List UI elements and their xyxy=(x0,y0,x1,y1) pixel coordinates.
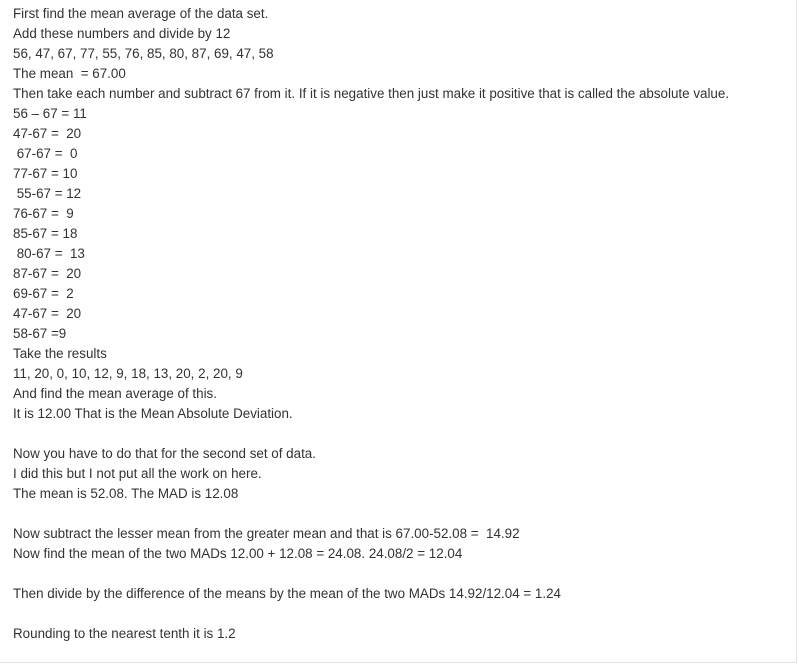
text-line: Rounding to the nearest tenth it is 1.2 xyxy=(13,626,236,641)
blank-line xyxy=(13,604,796,624)
text-line: 85-67 = 18 xyxy=(13,226,78,241)
text-line: 47-67 = 20 xyxy=(13,126,82,141)
text-line: 58-67 =9 xyxy=(13,326,67,341)
blank-line xyxy=(13,504,796,524)
text-line: It is 12.00 That is the Mean Absolute Deviation. xyxy=(13,406,293,421)
text-line: 76-67 = 9 xyxy=(13,206,74,221)
text-line: 87-67 = 20 xyxy=(13,266,82,281)
blank-line xyxy=(13,424,796,444)
text-line: I did this but I not put all the work on here. xyxy=(13,466,262,481)
text-line: 47-67 = 20 xyxy=(13,306,82,321)
text-line: 56 – 67 = 11 xyxy=(13,106,87,121)
text-line: First find the mean average of the data set. xyxy=(13,6,269,21)
blank-line xyxy=(13,564,796,584)
text-line: 55-67 = 12 xyxy=(13,186,82,201)
text-line: Take the results xyxy=(13,346,107,361)
text-line: Then divide by the difference of the means by the mean of the two MADs 14.92/12.04 = 1.24 xyxy=(13,586,561,601)
text-line: 69-67 = 2 xyxy=(13,286,74,301)
text-line: 56, 47, 67, 77, 55, 76, 85, 80, 87, 69, 47, 58 xyxy=(13,46,274,61)
text-line: Now subtract the lesser mean from the greater mean and that is 67.00-52.08 = 14.92 xyxy=(13,526,520,541)
text-line: Then take each number and subtract 67 from it. If it is negative then just make it positive that is called the absolute value. xyxy=(13,86,730,101)
text-line: Add these numbers and divide by 12 xyxy=(13,26,231,41)
text-line: The mean = 67.00 xyxy=(13,66,126,81)
text-line: And find the mean average of this. xyxy=(13,386,217,401)
text-line: Now find the mean of the two MADs 12.00 + 12.08 = 24.08. 24.08/2 = 12.04 xyxy=(13,546,463,561)
text-line: The mean is 52.08. The MAD is 12.08 xyxy=(13,486,239,501)
text-line: 67-67 = 0 xyxy=(13,146,78,161)
text-line: 77-67 = 10 xyxy=(13,166,78,181)
text-line: 80-67 = 13 xyxy=(13,246,85,261)
text-line: 11, 20, 0, 10, 12, 9, 18, 13, 20, 2, 20, 9 xyxy=(13,366,243,381)
text-line: Now you have to do that for the second set of data. xyxy=(13,446,316,461)
